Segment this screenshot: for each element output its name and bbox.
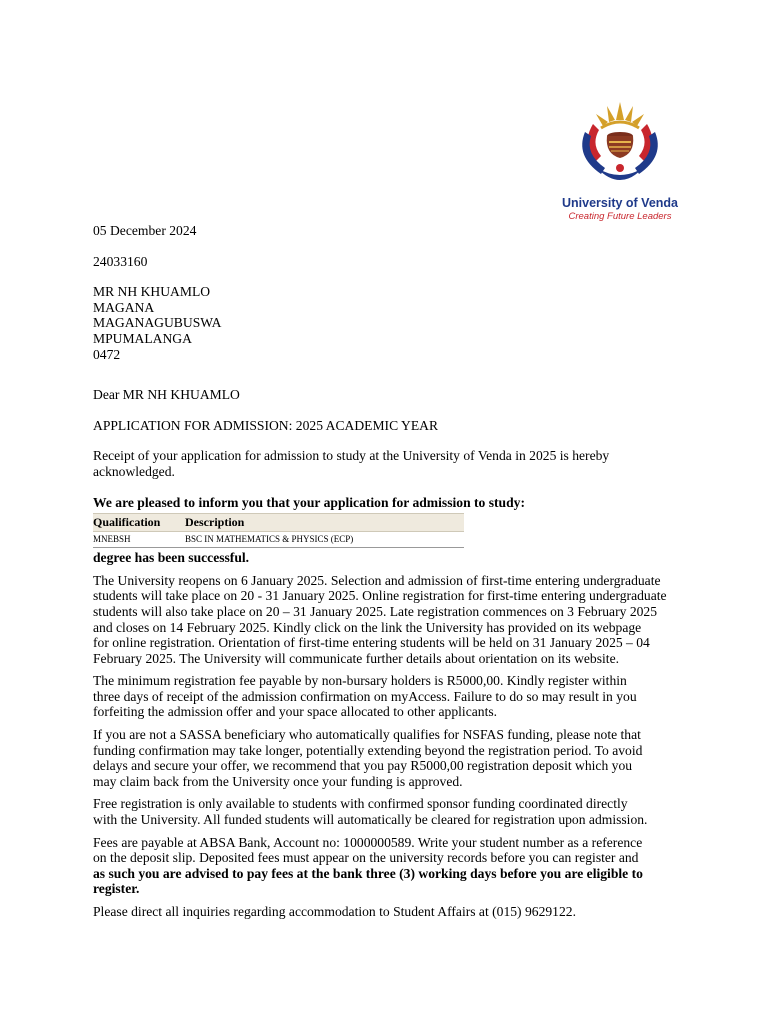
text-line: forfeiting the admission offer and your space allocated to other applicants. xyxy=(93,704,498,720)
text-line: The minimum registration fee payable by non-bursary holders is R5000,00. Kindly register within xyxy=(93,673,627,689)
address-line: MPUMALANGA xyxy=(93,330,192,346)
text-line: February 2025. The University will communicate further details about orientation on its website. xyxy=(93,650,620,666)
text-line: with the University. All funded students will automatically be cleared for registration upon admission. xyxy=(93,812,648,828)
address-line: MR NH KHUAMLO xyxy=(93,284,211,300)
crest-icon xyxy=(567,98,673,196)
text-line: acknowledged. xyxy=(93,463,175,479)
reopen-paragraph xyxy=(93,573,683,667)
letter-body xyxy=(93,223,683,920)
sassa-paragraph xyxy=(93,727,683,789)
free-registration-paragraph xyxy=(93,796,683,827)
inform-heading: We are pleased to inform you that your application for admission to study: xyxy=(93,494,526,510)
table-header-row xyxy=(93,514,464,532)
address-line: MAGANAGUBUSWA xyxy=(93,315,222,331)
text-line: on the deposit slip. Deposited fees must appear on the university records before you can register and xyxy=(93,850,639,866)
fees-payment-paragraph xyxy=(93,835,683,897)
text-line: Fees are payable at ABSA Bank, Account no: 1000000589. Write your student number as a reference xyxy=(93,834,643,850)
salutation: Dear MR NH KHUAMLO xyxy=(93,387,240,403)
text-line: and closes on 14 February 2025. Kindly click on the link the University has provided on its webpage xyxy=(93,619,642,635)
accommodation-paragraph: Please direct all inquiries regarding accommodation to Student Affairs at (015) 9629122. xyxy=(93,904,576,919)
bold-text-line: register. xyxy=(93,881,140,897)
text-line: for online registration. Orientation of first-time entering students will be held on 31 January 2025 – 04 xyxy=(93,635,650,651)
receipt-paragraph xyxy=(93,448,683,479)
text-line: students will take place on 20 - 31 January 2025. Online registration for first-time entering undergraduate xyxy=(93,588,667,604)
text-line: funding confirmation may take longer, potentially extending beyond the registration period. To avoid xyxy=(93,742,643,758)
address-line: MAGANA xyxy=(93,299,155,315)
letter-date: 05 December 2024 xyxy=(93,223,197,238)
student-number: 24033160 xyxy=(93,253,148,269)
logo-tagline: Creating Future Leaders xyxy=(568,211,672,222)
text-line: Free registration is only available to students with confirmed sponsor funding coordinated directly xyxy=(93,796,628,812)
column-header-description: Description xyxy=(185,514,464,532)
logo-university-name: University of Venda xyxy=(561,196,678,210)
university-logo xyxy=(545,98,695,228)
text-line: If you are not a SASSA beneficiary who automatically qualifies for NSFAS funding, please note that xyxy=(93,727,641,743)
text-line: students will also take place on 20 – 31 January 2025. Late registration commences on 3 February 2025 xyxy=(93,603,658,619)
text-line: Receipt of your application for admission to study at the University of Venda in 2025 is hereby xyxy=(93,448,610,464)
qualification-code: MNEBSH xyxy=(93,532,185,548)
table-row xyxy=(93,532,464,548)
text-line: delays and secure your offer, we recommend that you pay R5000,00 registration deposit which you xyxy=(93,758,633,774)
text-line: The University reopens on 6 January 2025. Selection and admission of first-time entering undergraduate xyxy=(93,572,661,588)
letter-subject: APPLICATION FOR ADMISSION: 2025 ACADEMIC YEAR xyxy=(93,417,439,433)
qualification-description: BSC IN MATHEMATICS & PHYSICS (ECP) xyxy=(185,532,464,548)
text-line: may claim back from the University once your funding is approved. xyxy=(93,773,463,789)
registration-fee-paragraph xyxy=(93,673,683,720)
column-header-qualification: Qualification xyxy=(93,514,185,532)
text-line: three days of receipt of the admission confirmation on myAccess. Failure to do so may result in you xyxy=(93,688,637,704)
bold-text-line: as such you are advised to pay fees at the bank three (3) working days before you are eligible to xyxy=(93,865,643,881)
success-statement: degree has been successful. xyxy=(93,550,250,566)
address-line: 0472 xyxy=(93,346,121,362)
qualification-table xyxy=(93,513,464,548)
recipient-address xyxy=(93,284,683,362)
